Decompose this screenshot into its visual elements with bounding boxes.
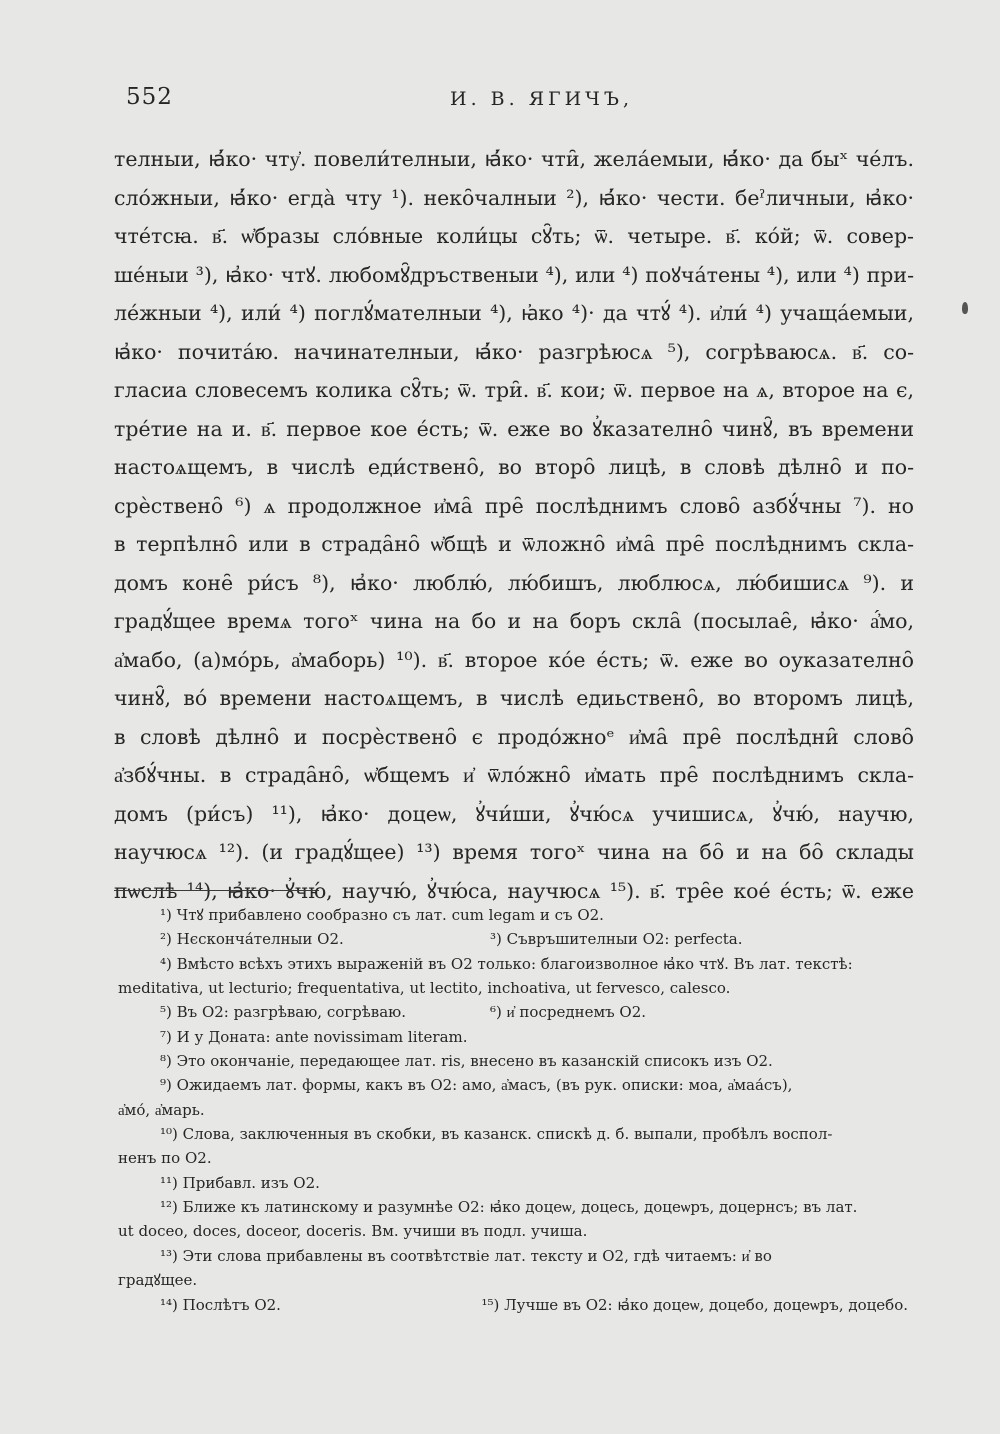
text-line: настоѧщемъ, в числѣ еди́ствено̑, во второ̑ лицѣ, в словѣ дѣлно̑ и по- bbox=[114, 455, 914, 479]
text-line: научюсѧ ¹²). (и градꙋ́щее) ¹³) время тогоˣ чина на бо̑ и на бо̑ склады bbox=[114, 840, 914, 864]
footnote-line: ¹²) Ближе къ латинскому и разумнѣе О2: ꙗ҆ко доцеѡ, доцесь, доцеѡръ, доцернсъ; въ лат. bbox=[160, 1198, 858, 1217]
footnote-line: ¹¹) Прибавл. изъ О2. bbox=[160, 1173, 320, 1192]
text-line: пѡслѣ ¹⁴), ꙗ҆ко· ꙋ҆чю́, научю́, ꙋ҆чю́са, научюсѧ ¹⁵). в҃. тре̑е кое́ е́сть; ѿ. еже bbox=[114, 878, 914, 903]
footnote-text: ⁵) Въ О2: разгрѣваю, согрѣваю. bbox=[160, 1003, 406, 1022]
footnotes bbox=[118, 903, 908, 1317]
footnote-line bbox=[118, 1000, 908, 1024]
text-line: ше́ныи ³), ꙗ҆ко· чтꙋ. любомꙋ̑дръственыи ⁴), или ⁴) поꙋча́тены ⁴), или ⁴) при- bbox=[114, 262, 914, 287]
footnote-line: ¹) Чтꙋ прибавлено сообразно съ лат. cum legam и съ О2. bbox=[160, 906, 604, 924]
text-line: а҆мабо, (а)мо́рь, а҆маборь) ¹⁰). в҃. второе ко́е е́сть; ѿ. еже во оуказателно̑ bbox=[114, 647, 914, 672]
text-line: чинꙋ̑, во́ времени настоѧщемъ, в числѣ едиьствено̑, во второмъ лицѣ, bbox=[114, 686, 914, 710]
text-line: в словѣ дѣлно̑ и посрѐствено̑ є продо́жноᵉ и҆ма̑ пре̑ послѣдни̑ слово̑ bbox=[114, 724, 914, 749]
text-line: ꙗ҆ко· почита́ю. начинателныи, ꙗ҆́ко· разгрѣюсѧ ⁵), согрѣваюсѧ. в҃. со- bbox=[114, 339, 914, 364]
page-number: 552 bbox=[126, 84, 173, 110]
footnote-line: ненъ по О2. bbox=[118, 1149, 212, 1168]
footnote-text: ²) Нєсконча́телныи О2. bbox=[160, 930, 344, 949]
footnote-line: ⁸) Это окончаніе, передающее лат. ris, внесено въ казанскій списокъ изъ О2. bbox=[160, 1052, 773, 1071]
margin-mark bbox=[962, 302, 968, 314]
footnote-line bbox=[118, 927, 908, 951]
text-line: гласиа словесемъ колика сꙋ̑ть; ѿ. три̑. в҃. кои; ѿ. первое на ѧ, второе на є, bbox=[114, 378, 914, 402]
footnote-line bbox=[118, 1293, 908, 1317]
footnote-line: ⁴) Вмѣсто всѣхъ этихъ выраженій въ О2 только: благоизволное ꙗ҆ко чтꙋ. Въ лат. текстѣ: bbox=[160, 954, 853, 973]
footnote-text: ¹⁵) Лучше въ О2: ꙗ҆ко доцеѡ, доцебо, доцеѡръ, доцебо. bbox=[481, 1295, 908, 1314]
text-line: тре́тие на и. в҃. первое кое е́сть; ѿ. еже во ꙋ҆казателно̑ чинꙋ̑, въ времени bbox=[114, 416, 914, 441]
text-line: чте́тсꙗ. в҃. ѡ҆бразы сло́вные коли́цы сꙋ̑ть; ѿ. четыре. в҃. ко́й; ѿ. совер- bbox=[114, 224, 914, 248]
text-line: в терпѣлно̑ или в страда̑но̑ ѡ҆бщѣ и ѿложно̑ и҆ма̑ пре̑ послѣднимъ скла- bbox=[114, 532, 914, 556]
footnote-rule bbox=[114, 890, 319, 891]
page-header bbox=[0, 84, 1000, 124]
text-line: а҆збꙋ́чны. в страда̑но̑, ѡ҆бщемъ и҆ ѿло́жно̑ и҆мать пре̑ послѣднимъ скла- bbox=[114, 763, 914, 787]
running-title: И. В. ЯГИЧЪ, bbox=[450, 88, 634, 110]
text-line: градꙋ́щее времѧ тогоˣ чина на бо и на боръ скла̑ (посылае̑, ꙗ҆ко· а҆́мо, bbox=[114, 609, 914, 633]
text-line: ле́жныи ⁴), или́ ⁴) поглꙋ́мателныи ⁴), ꙗ҆ко ⁴)· да чтꙋ́ ⁴). и҆ли́ ⁴) учаща́емыи, bbox=[114, 301, 914, 325]
footnote-line: ut doceo, doces, doceor, doceris. Вм. учиши въ подл. учиша. bbox=[118, 1222, 588, 1241]
footnote-line: meditativa, ut lecturio; frequentativa, ut lectito, inchoativa, ut fervesco, calesco. bbox=[118, 979, 731, 998]
text-line: срѐствено̑ ⁶) ѧ продолжное и҆ма̑ пре̑ послѣднимъ слово̑ азбꙋ́чны ⁷). но bbox=[114, 493, 914, 518]
footnote-line: ⁹) Ожидаемъ лат. формы, какъ въ О2: амо, а҆масъ, (въ рук. описки: моа, а҆маа́съ), bbox=[160, 1076, 793, 1095]
text-line: домъ (ри́съ) ¹¹), ꙗ҆ко· доцеѡ, ꙋ҆чи́ши, ꙋ҆чю́сѧ учишисѧ, ꙋ҆чю́, научю, bbox=[114, 801, 914, 826]
text-line: домъ коне̑ ри́съ ⁸), ꙗ҆ко· люблю́, лю́бишъ, люблюсѧ, лю́бишисѧ ⁹). и bbox=[114, 570, 914, 595]
footnote-line: ¹⁰) Слова, заключенныя въ скобки, въ казанск. спискѣ д. б. выпали, пробѣлъ воспол- bbox=[160, 1125, 833, 1144]
main-text bbox=[114, 140, 914, 910]
footnote-line: градꙋщее. bbox=[118, 1271, 198, 1290]
text-line: телныи, ꙗ҆́ко· чту҆. повели́телныи, ꙗ҆́ко· чти̑, жела́емыи, ꙗ҆́ко· да быˣ че́лъ. bbox=[114, 147, 914, 171]
footnote-line: а҆мо́, а҆марь. bbox=[118, 1100, 205, 1119]
text-line: сло́жныи, ꙗ҆́ко· егда̀ чту ¹). неко̑чалныи ²), ꙗ҆́ко· чести. беˀличныи, ꙗ҆ко· bbox=[114, 185, 914, 210]
footnote-text: ³) Съвръшителныи О2: perfecta. bbox=[490, 930, 743, 949]
footnote-line: ⁷) И у Доната: ante novissimam literam. bbox=[160, 1027, 468, 1046]
footnote-text: ¹⁴) Послѣтъ О2. bbox=[160, 1295, 281, 1314]
footnote-text: ⁶) и҆ посреднемъ О2. bbox=[490, 1003, 647, 1022]
footnote-line: ¹³) Эти слова прибавлены въ соотвѣтствіе лат. тексту и О2, гдѣ читаемъ: и҆ во bbox=[160, 1246, 772, 1265]
